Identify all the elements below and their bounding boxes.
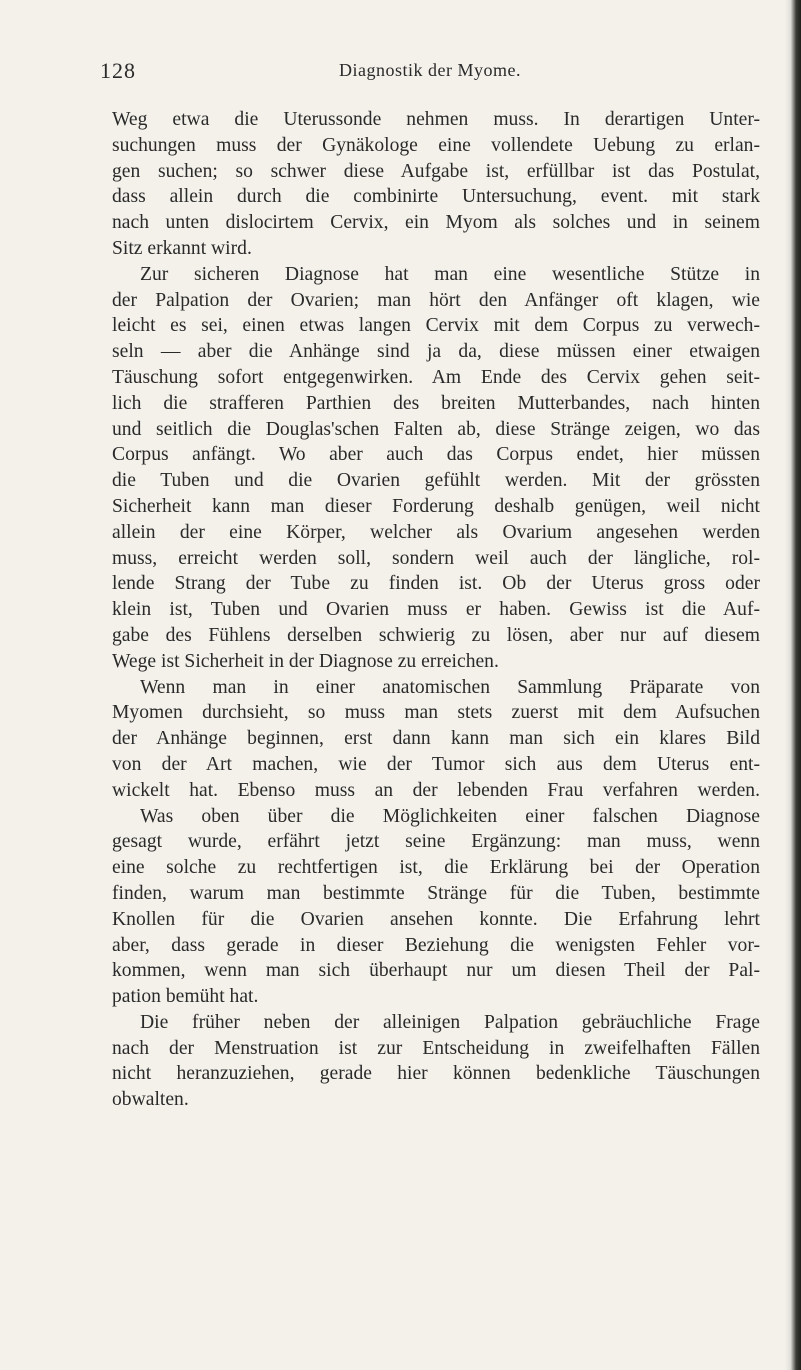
- text-line: lende Strang der Tube zu finden ist. Ob der Uterus gross oder: [112, 573, 760, 595]
- text-line: dass allein durch die combinirte Untersuchung, event. mit stark: [112, 186, 760, 208]
- text-line: kommen, wenn man sich überhaupt nur um diesen Theil der Pal-: [112, 960, 760, 982]
- text-line: eine solche zu rechtfertigen ist, die Erklärung bei der Operation: [112, 857, 760, 879]
- text-line: Knollen für die Ovarien ansehen konnte. Die Erfahrung lehrt: [112, 908, 760, 930]
- running-head: Diagnostik der Myome.: [339, 60, 521, 80]
- text-line: und seitlich die Douglas'schen Falten ab, diese Stränge zeigen, wo das: [112, 418, 760, 440]
- text-line: obwalten.: [112, 1089, 189, 1111]
- text-line: der Palpation der Ovarien; man hört den Anfänger oft klagen, wie: [112, 289, 760, 311]
- text-line: Zur sicheren Diagnose hat man eine wesentliche Stütze in: [140, 263, 760, 285]
- text-line: Weg etwa die Uterussonde nehmen muss. In derartigen Unter-: [112, 109, 760, 130]
- text-line: Wenn man in einer anatomischen Sammlung Präparate von: [140, 676, 760, 698]
- text-line: gen suchen; so schwer diese Aufgabe ist, erfüllbar ist das Postulat,: [112, 160, 760, 182]
- text-line: leicht es sei, einen etwas langen Cervix mit dem Corpus zu verwech-: [112, 315, 760, 337]
- text-line: nach der Menstruation ist zur Entscheidung in zweifelhaften Fällen: [112, 1037, 760, 1059]
- text-line: gabe des Fühlens derselben schwierig zu lösen, aber nur auf diesem: [112, 624, 760, 646]
- text-line: muss, erreicht werden soll, sondern weil auch der längliche, rol-: [112, 547, 760, 569]
- text-line: allein der eine Körper, welcher als Ovarium angesehen werden: [112, 521, 760, 543]
- text-line: lich die strafferen Parthien des breiten Mutterbandes, nach hinten: [112, 392, 760, 414]
- text-line: pation bemüht hat.: [112, 986, 259, 1008]
- text-line: Myomen durchsieht, so muss man stets zuerst mit dem Aufsuchen: [112, 702, 760, 724]
- text-line: Täuschung sofort entgegenwirken. Am Ende des Cervix gehen seit-: [112, 366, 760, 388]
- body-text: [112, 107, 760, 1113]
- text-line: Die früher neben der alleinigen Palpation gebräuchliche Frage: [140, 1011, 760, 1033]
- text-line: klein ist, Tuben und Ovarien muss er haben. Gewiss ist die Auf-: [112, 599, 760, 621]
- page-header: [100, 58, 760, 92]
- text-line: der Anhänge beginnen, erst dann kann man sich ein klares Bild: [112, 728, 760, 750]
- text-line: Sitz erkannt wird.: [112, 237, 252, 259]
- text-line: von der Art machen, wie der Tumor sich aus dem Uterus ent-: [112, 753, 760, 775]
- text-line: seln — aber die Anhänge sind ja da, diese müssen einer etwaigen: [112, 341, 760, 363]
- text-line: Corpus anfängt. Wo aber auch das Corpus endet, hier müssen: [112, 444, 760, 466]
- text-line: nicht heranzuziehen, gerade hier können bedenkliche Täuschungen: [112, 1063, 760, 1085]
- page-number: 128: [100, 58, 136, 83]
- text-line: suchungen muss der Gynäkologe eine vollendete Uebung zu erlan-: [112, 134, 760, 156]
- page-edge-shadow: [785, 0, 801, 1370]
- text-line: aber, dass gerade in dieser Beziehung die wenigsten Fehler vor-: [112, 934, 760, 956]
- text-line: gesagt wurde, erfährt jetzt seine Ergänzung: man muss, wenn: [112, 831, 760, 853]
- text-line: Wege ist Sicherheit in der Diagnose zu erreichen.: [112, 650, 499, 672]
- text-line: Was oben über die Möglichkeiten einer falschen Diagnose: [140, 805, 760, 827]
- text-line: Sicherheit kann man dieser Forderung deshalb genügen, weil nicht: [112, 495, 760, 517]
- text-line: wickelt hat. Ebenso muss an der lebenden Frau verfahren werden.: [112, 779, 760, 801]
- text-line: nach unten dislocirtem Cervix, ein Myom als solches und in seinem: [112, 212, 760, 234]
- text-line: die Tuben und die Ovarien gefühlt werden. Mit der grössten: [112, 470, 760, 492]
- text-line: finden, warum man bestimmte Stränge für die Tuben, bestimmte: [112, 882, 760, 904]
